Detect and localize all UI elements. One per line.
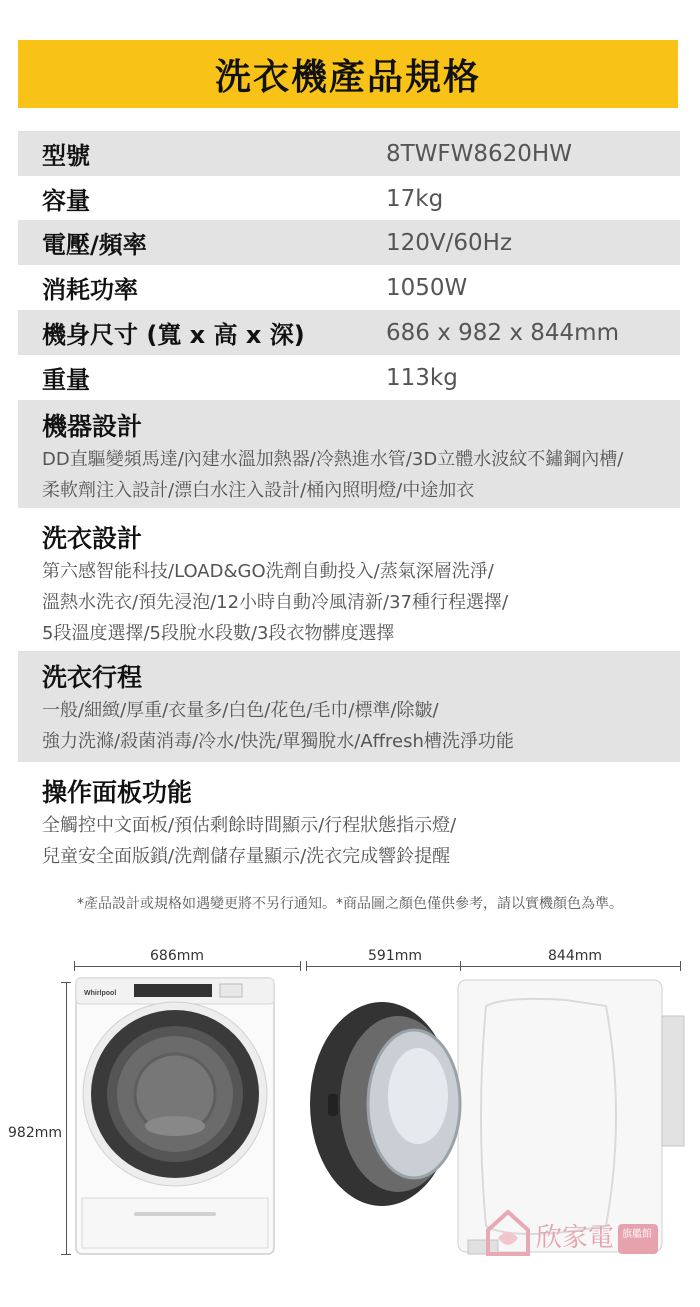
spec-row-power [18, 265, 680, 310]
section-line: 5段溫度選擇/5段脫水段數/3段衣物髒度選擇 [42, 623, 395, 644]
section-title: 洗衣行程 [42, 663, 143, 692]
watermark-badge: 旗艦館 [622, 1229, 652, 1240]
spec-row-weight [18, 355, 680, 400]
section-line: 溫熱水洗衣/預先浸泡/12小時自動冷風清新/37種行程選擇/ [42, 592, 509, 613]
width-dimension-label: 686mm [150, 948, 204, 964]
section-machine-design [18, 400, 680, 508]
disclaimer-note: *產品設計或規格如遇變更將不另行通知。*商品圖之顏色僅供參考，請以實機顏色為準。 [77, 896, 623, 912]
washer-front-image [74, 976, 276, 1258]
spec-row-capacity [18, 176, 680, 221]
spec-label: 機身尺寸 (寬 x 高 x 深) [42, 321, 305, 349]
height-dimension-label: 982mm [8, 1125, 62, 1141]
spec-title-bar [18, 40, 678, 108]
dimension-tick [74, 961, 75, 971]
dimension-tick [61, 982, 71, 983]
dimension-tick [61, 1254, 71, 1255]
dimension-tick [680, 961, 681, 971]
watermark-text: 欣家電 [536, 1223, 615, 1253]
spec-row-size [18, 310, 680, 355]
spec-value: 113kg [386, 364, 458, 391]
section-title: 機器設計 [42, 412, 143, 441]
spec-row-voltage [18, 220, 680, 265]
section-line: 第六感智能科技/LOAD&GO洗劑自動投入/蒸氣深層洗淨/ [42, 561, 494, 582]
brand-logo: Whirlpool [84, 990, 117, 997]
section-wash-design [18, 512, 680, 648]
page-title: 洗衣機產品規格 [214, 56, 481, 98]
door-dimension-line [306, 966, 460, 967]
height-dimension-line [66, 982, 67, 1254]
spec-row-model [18, 131, 680, 176]
spec-value: 686 x 982 x 844mm [386, 319, 619, 346]
spec-value: 8TWFW8620HW [386, 140, 572, 167]
section-line: 柔軟劑注入設計/漂白水注入設計/桶內照明燈/中途加衣 [42, 480, 475, 501]
section-title: 洗衣設計 [42, 524, 143, 553]
depth-dimension-line [460, 966, 680, 967]
section-line: DD直驅變頻馬達/內建水溫加熱器/冷熱進水管/3D立體水波紋不鏽鋼內槽/ [42, 449, 624, 470]
width-dimension-line [74, 966, 300, 967]
section-line: 強力洗滌/殺菌消毒/冷水/快洗/單獨脫水/Affresh槽洗淨功能 [42, 731, 514, 752]
spec-label: 電壓/頻率 [42, 231, 147, 259]
spec-label: 重量 [42, 366, 90, 394]
spec-label: 容量 [42, 187, 90, 215]
section-title: 操作面板功能 [42, 778, 193, 807]
section-wash-programs [18, 651, 680, 762]
store-watermark [478, 1204, 668, 1266]
section-line: 一般/細緻/厚重/衣量多/白色/花色/毛巾/標準/除皺/ [42, 700, 439, 721]
spec-value: 17kg [386, 185, 444, 212]
spec-label: 型號 [42, 142, 90, 170]
door-dimension-label: 591mm [368, 948, 422, 964]
section-control-panel [18, 766, 680, 876]
depth-dimension-label: 844mm [548, 948, 602, 964]
dimension-tick [306, 961, 307, 971]
spec-value: 1050W [386, 274, 468, 301]
dimension-tick [300, 961, 301, 971]
spec-value: 120V/60Hz [386, 229, 513, 256]
spec-label: 消耗功率 [42, 276, 138, 304]
section-line: 兒童安全面版鎖/洗劑儲存量顯示/洗衣完成響鈴提醒 [42, 846, 451, 867]
section-line: 全觸控中文面板/預估剩餘時間顯示/行程狀態指示燈/ [42, 815, 457, 836]
